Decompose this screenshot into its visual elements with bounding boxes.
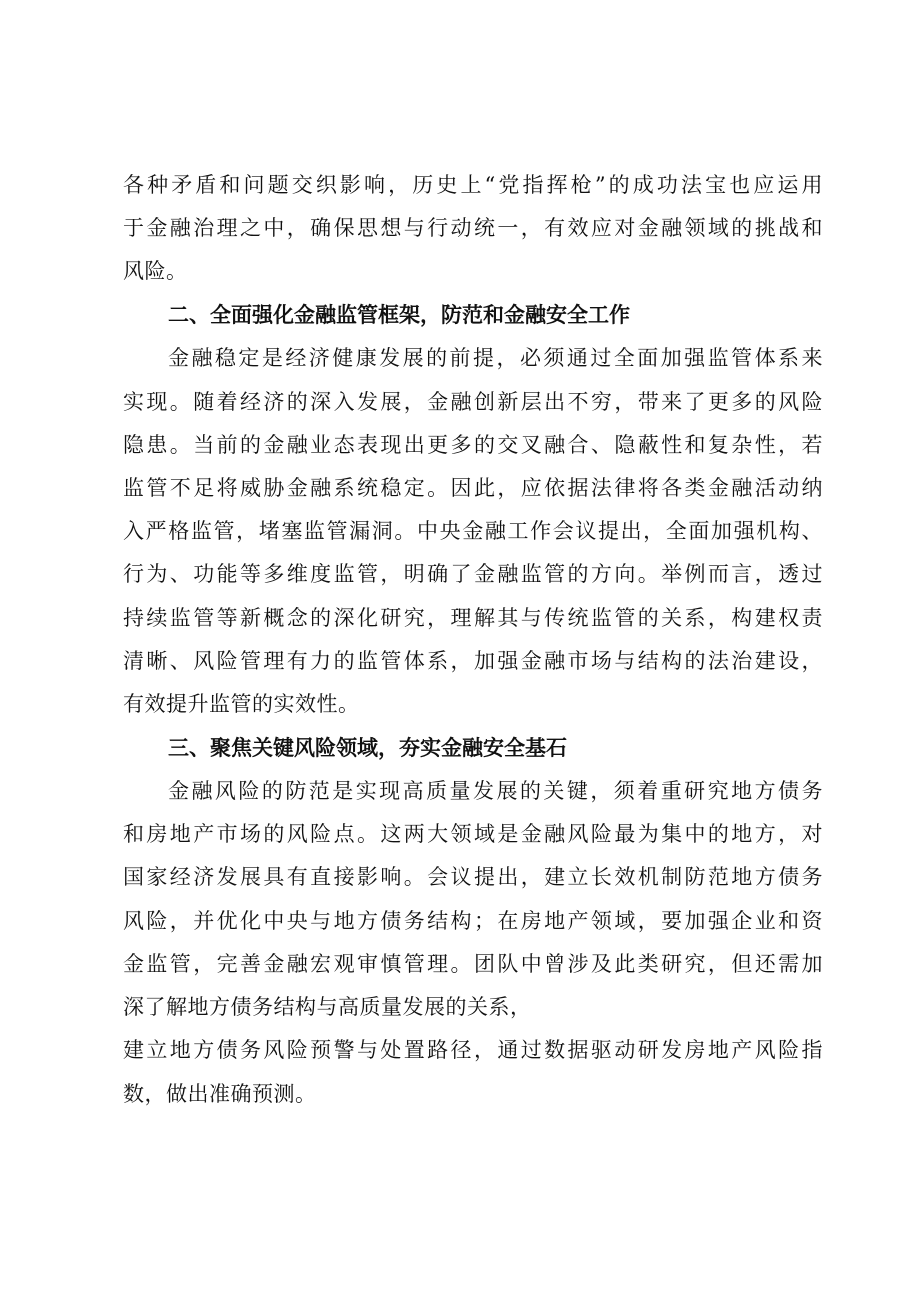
- body-text-line: 监管不足将威胁金融系统稳定。因此，应依据法律将各类金融活动纳: [123, 476, 823, 500]
- body-text-line: 金融风险的防范是实现高质量发展的关键，须着重研究地方债务: [168, 779, 823, 803]
- body-text-line: 入严格监管，堵塞监管漏洞。中央金融工作会议提出，全面加强机构、: [123, 519, 823, 543]
- body-text-line: 于金融治理之中，确保思想与行动统一，有效应对金融领域的挑战和: [123, 216, 823, 240]
- body-text-line: 各种矛盾和问题交织影响，历史上“党指挥枪”的成功法宝也应运用: [123, 173, 823, 197]
- body-text-line: 风险，并优化中央与地方债务结构；在房地产领域，要加强企业和资: [123, 909, 823, 933]
- body-text-line: 金融稳定是经济健康发展的前提，必须通过全面加强监管体系来: [168, 346, 823, 370]
- body-text-line: 实现。随着经济的深入发展，金融创新层出不穷，带来了更多的风险: [123, 390, 823, 414]
- body-text-line: 持续监管等新概念的深化研究，理解其与传统监管的关系，构建权责: [123, 606, 823, 630]
- body-text-line: 国家经济发展具有直接影响。会议提出，建立长效机制防范地方债务: [123, 865, 823, 889]
- section-heading-3: 三、聚焦关键风险领域，夯实金融安全基石: [168, 736, 567, 760]
- body-text-line: 隐患。当前的金融业态表现出更多的交叉融合、隐蔽性和复杂性，若: [123, 433, 823, 457]
- body-text-line: 和房地产市场的风险点。这两大领域是金融风险最为集中的地方，对: [123, 822, 823, 846]
- section-heading-2: 二、全面强化金融监管框架，防范和金融安全工作: [168, 303, 630, 327]
- body-text-line: 风险。: [123, 259, 188, 283]
- body-text-line: 深了解地方债务结构与高质量发展的关系，: [123, 995, 532, 1019]
- body-text-line: 有效提升监管的实效性。: [123, 692, 360, 716]
- body-text-line: 行为、功能等多维度监管，明确了金融监管的方向。举例而言，透过: [123, 562, 823, 586]
- body-text-line: 建立地方债务风险预警与处置路径，通过数据驱动研发房地产风险指: [123, 1038, 823, 1062]
- body-text-line: 数，做出准确预测。: [123, 1082, 317, 1106]
- body-text-line: 清晰、风险管理有力的监管体系，加强金融市场与结构的法治建设，: [123, 649, 823, 673]
- body-text-line: 金监管，完善金融宏观审慎管理。团队中曾涉及此类研究，但还需加: [123, 952, 823, 976]
